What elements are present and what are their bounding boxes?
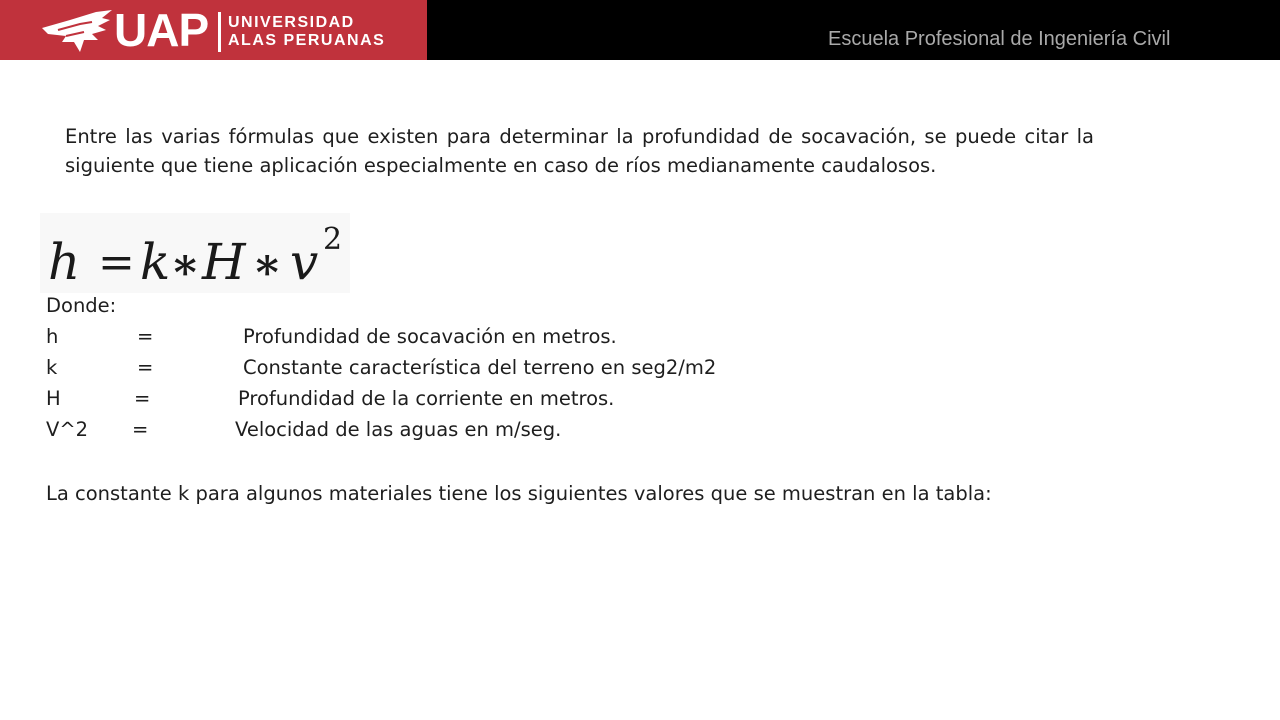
definition-row (46, 352, 1206, 383)
formula-h: h (48, 233, 81, 291)
formula-asterisk-2: ∗ (252, 239, 283, 290)
formula-v: v (290, 233, 319, 291)
definition-symbol: H (46, 387, 61, 410)
formula-H: H (202, 233, 246, 291)
formula-asterisk-1: ∗ (170, 239, 201, 290)
definitions-heading-text: Donde: (46, 294, 117, 317)
formula-k: k (140, 233, 171, 291)
university-logo (0, 0, 427, 60)
formula-svg (40, 213, 350, 293)
header-bar (0, 0, 1280, 60)
definition-row (46, 414, 1206, 445)
eagle-emblem-icon (40, 8, 114, 54)
logo-university-name (228, 14, 385, 50)
definition-meaning: Profundidad de la corriente en metros. (238, 387, 615, 410)
definition-equals: = (134, 387, 151, 410)
formula-equals: = (98, 237, 135, 288)
definition-equals: = (137, 356, 154, 379)
definition-equals: = (137, 325, 154, 348)
logo-line-1: UNIVERSIDAD (228, 14, 355, 31)
intro-paragraph: Entre las varias fórmulas que existen para determinar la profundidad de socavación, se puede citar la siguiente que tiene aplicación especialmente en caso de ríos medianamente caudalosos. (65, 125, 1094, 177)
outro-paragraph: La constante k para algunos materiales tiene los siguientes valores que se muestran en la tabla: (46, 482, 992, 505)
definition-symbol: k (46, 356, 58, 379)
formula-image (40, 213, 350, 293)
definitions-heading (46, 290, 1206, 321)
definition-meaning: Profundidad de socavación en metros. (243, 325, 617, 348)
definition-equals: = (132, 418, 149, 441)
definition-meaning: Velocidad de las aguas en m/seg. (235, 418, 562, 441)
logo-line-2: ALAS PERUANAS (228, 32, 386, 49)
logo-acronym: UAP (114, 4, 209, 56)
formula-exponent: 2 (323, 222, 343, 257)
logo-divider (218, 12, 221, 52)
definition-symbol: V^2 (46, 418, 89, 441)
definitions-block (46, 290, 1206, 445)
definition-meaning: Constante característica del terreno en seg2/m2 (243, 356, 717, 379)
definition-row (46, 321, 1206, 352)
definition-symbol: h (46, 325, 59, 348)
definition-row (46, 383, 1206, 414)
school-name: Escuela Profesional de Ingeniería Civil (828, 28, 1171, 50)
